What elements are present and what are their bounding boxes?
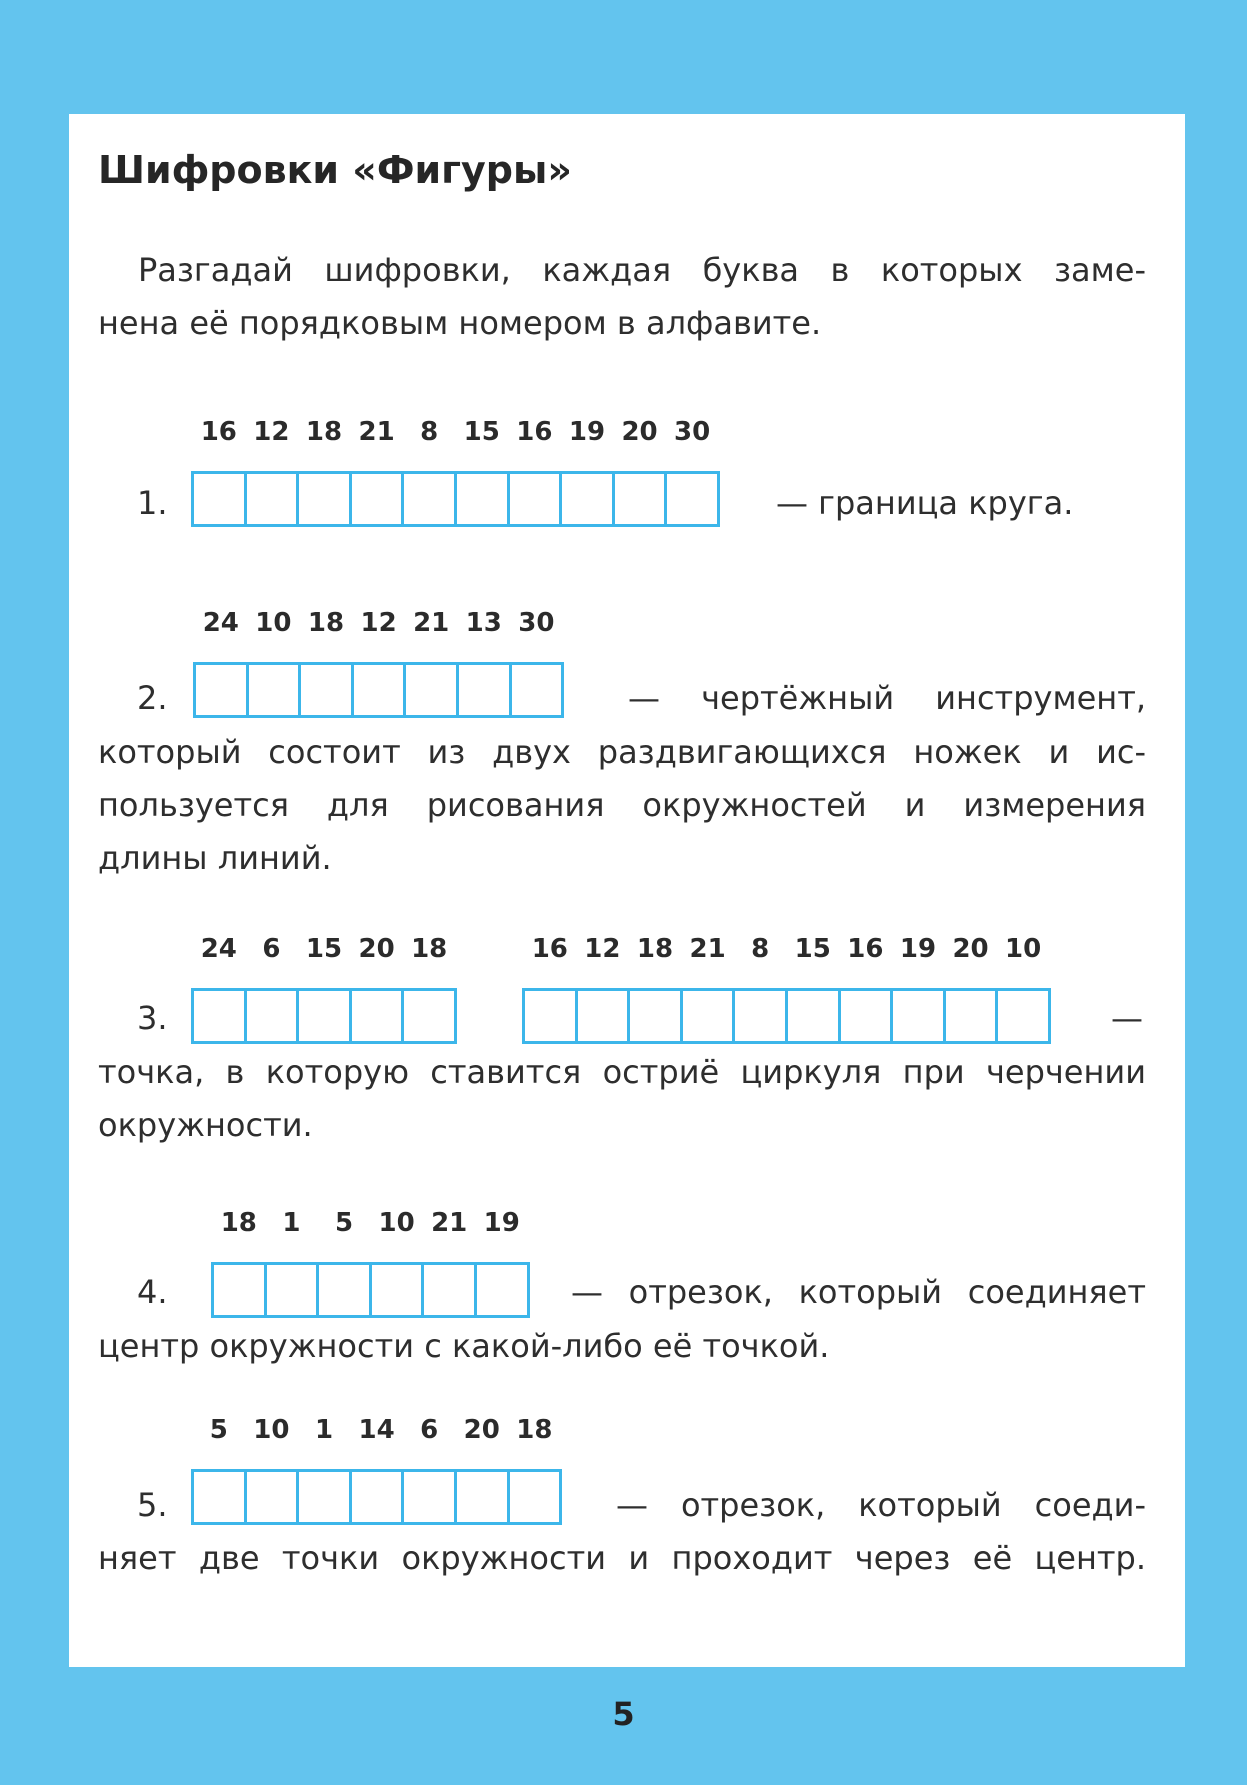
answer-cell[interactable] [507,1415,563,1525]
answer-cell[interactable] [296,1415,352,1525]
cipher-code: 21 [413,608,450,638]
answer-cell-box [296,471,352,527]
answer-cell-box [349,988,405,1044]
answer-cell-box [296,988,352,1044]
answer-cell[interactable] [401,417,457,527]
cipher-code: 18 [411,934,448,964]
cipher-code: 8 [751,934,770,964]
answer-cell-box [474,1262,530,1318]
cipher-code: 6 [262,934,281,964]
answer-cell[interactable] [474,1208,530,1318]
task-5-line-1: няет две точки окружности и проходит через её центр. [98,1539,1146,1577]
answer-cell-box [191,471,247,527]
task-3-line-2: окружности. [98,1106,313,1144]
answer-cell-box [401,1469,457,1525]
cipher-code: 18 [305,417,343,447]
answer-cell[interactable] [456,608,512,718]
answer-cell-box [507,1469,563,1525]
cipher-code: 1 [314,1415,334,1445]
cipher-code: 16 [200,417,237,447]
answer-cell-box [211,1262,267,1318]
answer-cell-box [575,988,631,1044]
answer-cell[interactable] [296,934,352,1044]
answer-cell[interactable] [264,1208,320,1318]
cipher-code: 21 [689,934,726,964]
answer-cell[interactable] [732,934,788,1044]
answer-cell-box [421,1262,477,1318]
answer-cell[interactable] [191,1415,247,1525]
answer-cell-box [403,662,459,718]
task-4-number: 4. [137,1273,168,1311]
answer-cell[interactable] [454,417,510,527]
answer-cell-box [349,1469,405,1525]
cipher-code: 18 [307,608,345,638]
cipher-code: 21 [431,1208,468,1238]
task-2-line-2: пользуется для рисования окружностей и измерения [98,786,1146,824]
cipher-code: 13 [465,608,502,638]
answer-cell[interactable] [316,1208,372,1318]
answer-cell[interactable] [296,417,352,527]
answer-cell[interactable] [559,417,615,527]
cipher-code: 24 [202,608,239,638]
task-2-definition: — чертёжный инструмент, [628,679,1146,717]
cipher-code: 24 [200,934,237,964]
answer-cell-box [664,471,720,527]
cipher-code: 18 [220,1208,257,1238]
answer-cell-box [296,1469,352,1525]
task-5-definition: — отрезок, который соеди- [616,1486,1146,1524]
cipher-code: 16 [847,934,884,964]
cipher-code: 16 [531,934,568,964]
answer-cell[interactable] [349,417,405,527]
cipher-code: 10 [378,1208,415,1238]
task-1-cipher-cells [191,417,720,527]
task-2-line-3: длины линий. [98,839,332,877]
page-number: 5 [612,1695,635,1733]
answer-cell[interactable] [349,1415,405,1525]
task-3-number: 3. [137,999,168,1037]
cipher-code: 16 [516,417,553,447]
answer-cell[interactable] [680,934,736,1044]
answer-cell[interactable] [369,1208,425,1318]
answer-cell[interactable] [244,1415,300,1525]
answer-cell[interactable] [890,934,946,1044]
cipher-code: 18 [636,934,674,964]
answer-cell[interactable] [664,417,720,527]
answer-cell-box [732,988,788,1044]
answer-cell[interactable] [943,934,999,1044]
cipher-code: 21 [358,417,395,447]
answer-cell-box [559,471,615,527]
answer-cell-box [890,988,946,1044]
cipher-code: 20 [952,934,989,964]
cipher-code: 14 [358,1415,395,1445]
answer-cell[interactable] [244,417,300,527]
answer-cell-box [298,662,354,718]
task-3-line-1: точка, в которую ставится остриё циркуля при черчении [98,1053,1146,1091]
answer-cell[interactable] [349,934,405,1044]
cipher-code: 19 [899,934,937,964]
answer-cell[interactable] [244,934,300,1044]
cipher-code: 15 [463,417,500,447]
task-5-cipher-cells [191,1415,562,1525]
answer-cell[interactable] [193,608,249,718]
task-5-number: 5. [137,1486,168,1524]
answer-cell[interactable] [838,934,894,1044]
cipher-code: 5 [209,1415,228,1445]
cipher-code: 18 [516,1415,553,1445]
cipher-code: 19 [568,417,606,447]
intro-line-1: Разгадай шифровки, каждая буква в которых заме- [138,251,1146,289]
cipher-code: 19 [483,1208,520,1238]
task-1-definition: — граница круга. [776,484,1074,522]
answer-cell-box [401,988,457,1044]
cipher-code: 20 [621,417,658,447]
task-3-cipher-cells-word-2 [522,934,1051,1044]
answer-cell[interactable] [421,1208,477,1318]
page-title: Шифровки «Фигуры» [98,148,572,192]
answer-cell-box [454,471,510,527]
answer-cell-box [193,662,249,718]
cipher-code: 6 [420,1415,439,1445]
cipher-code: 1 [282,1208,301,1238]
answer-cell-box [349,471,405,527]
cipher-code: 5 [334,1208,354,1238]
answer-cell-box [454,1469,510,1525]
task-4-line-1: центр окружности с какой-либо её точкой. [98,1327,830,1365]
answer-cell[interactable] [191,934,247,1044]
answer-cell[interactable] [995,934,1051,1044]
intro-line-2: нена её порядковым номером в алфавите. [98,304,822,342]
answer-cell[interactable] [785,934,841,1044]
task-4-cipher-cells [211,1208,530,1318]
task-2-cipher-cells [193,608,564,718]
answer-cell-box [351,662,407,718]
task-4-definition: — отрезок, который соединяет [571,1273,1146,1311]
answer-cell-box [456,662,512,718]
task-3-cipher-cells-word-1 [191,934,457,1044]
answer-cell-box [612,471,668,527]
cipher-code: 15 [305,934,343,964]
answer-cell-box [509,662,565,718]
task-2-line-1: который состоит из двух раздвигающихся ножек и ис- [98,733,1146,771]
answer-cell-box [264,1262,320,1318]
cipher-code: 30 [674,417,711,447]
answer-cell-box [246,662,302,718]
answer-cell[interactable] [211,1208,267,1318]
answer-cell-box [191,1469,247,1525]
answer-cell[interactable] [246,608,302,718]
task-3-dash: — [1111,999,1143,1037]
answer-cell-box [943,988,999,1044]
cipher-code: 15 [794,934,831,964]
answer-cell-box [244,471,300,527]
answer-cell-box [627,988,683,1044]
task-2-number: 2. [137,679,168,717]
answer-cell-box [244,1469,300,1525]
cipher-code: 10 [1005,934,1042,964]
cipher-code: 8 [420,417,439,447]
answer-cell[interactable] [191,417,247,527]
answer-cell-box [244,988,300,1044]
answer-cell[interactable] [454,1415,510,1525]
task-1-number: 1. [137,484,168,522]
answer-cell-box [522,988,578,1044]
answer-cell[interactable] [522,934,578,1044]
answer-cell-box [838,988,894,1044]
answer-cell-box [369,1262,425,1318]
answer-cell[interactable] [403,608,459,718]
cipher-code: 10 [255,608,292,638]
answer-cell[interactable] [575,934,631,1044]
answer-cell[interactable] [507,417,563,527]
answer-cell[interactable] [351,608,407,718]
cipher-code: 20 [463,1415,500,1445]
answer-cell-box [401,471,457,527]
answer-cell-box [995,988,1051,1044]
answer-cell[interactable] [401,1415,457,1525]
answer-cell-box [785,988,841,1044]
cipher-code: 10 [253,1415,290,1445]
cipher-code: 20 [358,934,395,964]
answer-cell-box [316,1262,372,1318]
answer-cell-box [680,988,736,1044]
answer-cell[interactable] [298,608,354,718]
cipher-code: 12 [584,934,621,964]
answer-cell[interactable] [401,934,457,1044]
answer-cell[interactable] [509,608,565,718]
answer-cell[interactable] [627,934,683,1044]
cipher-code: 30 [518,608,555,638]
answer-cell[interactable] [612,417,668,527]
cipher-code: 12 [253,417,290,447]
answer-cell-box [507,471,563,527]
answer-cell-box [191,988,247,1044]
cipher-code: 12 [360,608,397,638]
